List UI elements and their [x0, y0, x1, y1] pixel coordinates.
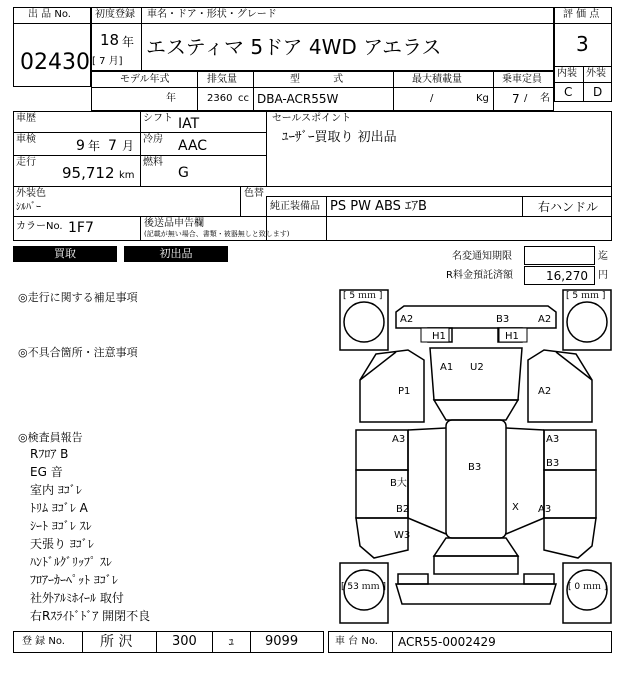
- reg-div-2: [156, 631, 157, 653]
- color-no-label: カラーNo.: [16, 221, 63, 232]
- model-col-4: [493, 71, 494, 111]
- max-load-unit: Kg: [476, 93, 489, 104]
- tire-depth-rr: [ 0 ｍｍ ]: [568, 582, 608, 592]
- mark-a1: A1: [440, 362, 454, 373]
- model-col-2: [253, 71, 254, 111]
- mileage-unit: km: [119, 170, 135, 181]
- first-reg-year: 18: [100, 31, 120, 49]
- score-label: 評 価 点: [563, 9, 600, 20]
- pillar-left: [408, 428, 446, 534]
- report-line: ｼｰﾄ ﾖｺﾞﾚ ｽﾚ: [30, 519, 92, 533]
- exterior-label: 外装: [586, 68, 606, 79]
- capacity-slash: /: [524, 93, 528, 104]
- title-label-row: [91, 23, 554, 24]
- ac-label: 冷房: [143, 134, 163, 145]
- exterior-grade: D: [593, 85, 603, 99]
- car-name: エスティマ 5ドア 4WD アエラス: [146, 35, 442, 59]
- capacity-unit: 名: [540, 93, 550, 104]
- windshield: [434, 400, 518, 420]
- ext-color-value: ｼﾙﾊﾞｰ: [16, 202, 41, 213]
- capacity-label: 乗車定員: [502, 74, 542, 85]
- mark-p1: P1: [398, 386, 411, 397]
- tailgate: [434, 556, 518, 574]
- rear-lamp-right: [524, 574, 554, 584]
- mileage-value: 95,712: [62, 164, 115, 182]
- reg-place: 所 沢: [100, 634, 133, 650]
- name-change-box: [524, 246, 595, 265]
- handle-side: 右ハンドル: [538, 200, 599, 214]
- model-col-3: [393, 71, 394, 111]
- shift-value: IAT: [178, 116, 200, 132]
- specs-row-2: [13, 155, 266, 156]
- mark-a2-front-right: A2: [538, 314, 552, 325]
- report-line: EG 音: [30, 465, 63, 479]
- recycle-label: R料金預託済額: [446, 270, 513, 281]
- specs-row-3: [13, 186, 612, 187]
- mark-a2-side: A2: [538, 386, 552, 397]
- rear-quarter-right: [544, 518, 596, 558]
- first-reg-label: 初度登録: [95, 9, 135, 20]
- report-line: ﾌﾛｱｰｶｰﾍﾟｯﾄ ﾖｺﾞﾚ: [30, 573, 118, 587]
- inspection-year-unit: 年: [88, 139, 101, 153]
- mark-b2: B2: [396, 504, 410, 515]
- mark-b3-center: B3: [468, 462, 482, 473]
- equip-divider-3: [522, 196, 523, 216]
- genuine-equip-label: 純正装備品: [270, 201, 320, 212]
- mark-a3-rear: A3: [538, 504, 552, 515]
- mark-h1-right: H1: [505, 331, 519, 342]
- report-line: Rﾌﾛｱ B: [30, 447, 69, 461]
- door-rear-right: [544, 470, 596, 518]
- reg-number: 9099: [265, 634, 299, 649]
- rear-bumper: [396, 584, 556, 604]
- front-bumper: [396, 306, 556, 328]
- rear-lamp-left: [398, 574, 428, 584]
- color-no: 1F7: [68, 220, 94, 236]
- reg-div-3: [212, 631, 213, 653]
- inspector-label: ◎検査員報告: [18, 431, 83, 444]
- year-unit: 年: [122, 35, 135, 49]
- chassis-number: ACR55-0002429: [398, 635, 496, 649]
- tire-depth-rl: [ 53 ｍｍ ]: [341, 582, 387, 592]
- buyback-tag: 買取: [13, 246, 117, 262]
- report-line: 社外ｱﾙﾐﾎｲｰﾙ 取付: [30, 591, 124, 605]
- history-label: 車歴: [16, 113, 36, 124]
- mark-a3-right: A3: [546, 434, 560, 445]
- inspection-year: 9: [76, 138, 85, 154]
- first-listing-tag: 初出品: [124, 246, 228, 262]
- tire-depth-fr: [ 5 ｍｍ ]: [566, 291, 606, 301]
- roof: [446, 420, 506, 538]
- mark-x: X: [512, 502, 519, 513]
- driving-notes-label: ◎走行に関する補足事項: [18, 291, 138, 304]
- report-line: ﾄﾘﾑ ﾖｺﾞﾚ A: [30, 501, 88, 515]
- specs-col-a: [140, 111, 141, 186]
- tire-depth-fl: [ 5 ｍｍ ]: [343, 291, 383, 301]
- interior-label: 内装: [557, 68, 577, 79]
- mark-a2-front-left: A2: [400, 314, 414, 325]
- interior-grade: C: [564, 85, 573, 99]
- max-load-slash: /: [430, 93, 434, 104]
- capacity-value: 7: [512, 92, 520, 106]
- ac-value: AAC: [178, 138, 208, 154]
- tire-frame-rl: [340, 563, 388, 623]
- report-line: 天張り ﾖｺﾞﾚ: [30, 537, 94, 551]
- reg-kana: ｭ: [228, 634, 235, 649]
- hood: [430, 348, 522, 400]
- defects-label: ◎不具合箇所・注意事項: [18, 346, 138, 359]
- equip-top-line: [266, 196, 612, 197]
- car-label: 車名・ドア・形状・グレード: [147, 9, 277, 20]
- displacement-value: 2360: [207, 93, 233, 104]
- inspection-month-unit: 月: [122, 139, 135, 153]
- wheel-fl: [344, 302, 384, 342]
- score-value: 3: [576, 32, 589, 56]
- ext-color-label: 外装色: [16, 188, 46, 199]
- reg-div-1: [82, 631, 83, 653]
- specs-row-1: [13, 132, 266, 133]
- chassis-label: 車 台 No.: [335, 636, 378, 647]
- displacement-label: 排気量: [207, 74, 237, 85]
- model-type: DBA-ACR55W: [257, 92, 339, 106]
- name-change-label: 名変通知期限: [452, 251, 512, 262]
- model-year-label: モデル年式: [120, 74, 170, 85]
- specs-col-b: [266, 111, 267, 186]
- lot-label-underline: [13, 23, 91, 24]
- reg-class: 300: [172, 634, 197, 649]
- score-sub-divider: [583, 66, 584, 102]
- color-no-divider: [140, 216, 141, 241]
- car-damage-diagram: [338, 288, 613, 628]
- score-grade-line: [554, 82, 612, 83]
- score-label-line: [554, 23, 612, 24]
- tire-frame-rr: [563, 563, 611, 623]
- first-reg-month: [ 7 月]: [92, 56, 123, 67]
- lot-label: 出 品 No.: [28, 9, 71, 20]
- color-change-label: 色替: [244, 188, 264, 199]
- specs-row-4: [13, 216, 612, 217]
- title-divider: [141, 7, 142, 71]
- model-col-1: [197, 71, 198, 111]
- post-doc-note: (記載が無い場合、書類・被器無しと致します): [144, 230, 290, 238]
- mark-u2: U2: [470, 362, 484, 373]
- report-line: 室内 ﾖｺﾞﾚ: [30, 483, 82, 497]
- reg-div-4: [250, 631, 251, 653]
- recycle-unit: 円: [598, 270, 608, 281]
- mark-h1-left: H1: [432, 331, 446, 342]
- equip-divider-2: [326, 196, 327, 241]
- sales-point: ﾕｰｻﾞｰ買取り 初出品: [282, 130, 397, 145]
- displacement-unit: cc: [238, 93, 249, 104]
- inspection-label: 車検: [16, 134, 36, 145]
- inspection-month: 7: [108, 138, 117, 154]
- genuine-equip: PS PW ABS ｴｱB: [330, 199, 427, 214]
- mark-a3-left: A3: [392, 434, 406, 445]
- ext-color-divider: [240, 186, 241, 216]
- report-line: ﾊﾝﾄﾞﾙｸﾞﾘｯﾌﾟ ｽﾚ: [30, 555, 112, 569]
- mark-w3: W3: [394, 530, 411, 541]
- fuel-label: 燃料: [143, 157, 163, 168]
- post-doc-label: 後送品申告欄: [144, 218, 204, 229]
- reg-label: 登 録 No.: [22, 636, 65, 647]
- lot-number: 02430: [20, 50, 90, 75]
- model-row-mid: [91, 87, 554, 88]
- mark-b3-right: B3: [546, 458, 560, 469]
- rear-glass: [434, 538, 518, 556]
- max-load-label: 最大積載量: [412, 74, 462, 85]
- type-label: 型 式: [290, 74, 344, 85]
- name-change-unit: 迄: [598, 251, 608, 262]
- model-year-unit: 年: [166, 93, 176, 104]
- shift-label: シフト: [143, 113, 173, 124]
- mark-b3-front: B3: [496, 314, 510, 325]
- wheel-fr: [567, 302, 607, 342]
- mileage-label: 走行: [16, 157, 36, 168]
- chassis-div: [392, 631, 393, 653]
- mark-b-dai: B大: [390, 478, 407, 489]
- pillar-right: [506, 428, 544, 534]
- recycle-amount: 16,270: [546, 269, 588, 283]
- sales-point-label: セールスポイント: [272, 113, 352, 124]
- report-line: 右Rｽﾗｲﾄﾞﾄﾞｱ 開閉不良: [30, 609, 151, 623]
- fuel-value: G: [178, 165, 189, 181]
- front-fender-left: [360, 350, 424, 422]
